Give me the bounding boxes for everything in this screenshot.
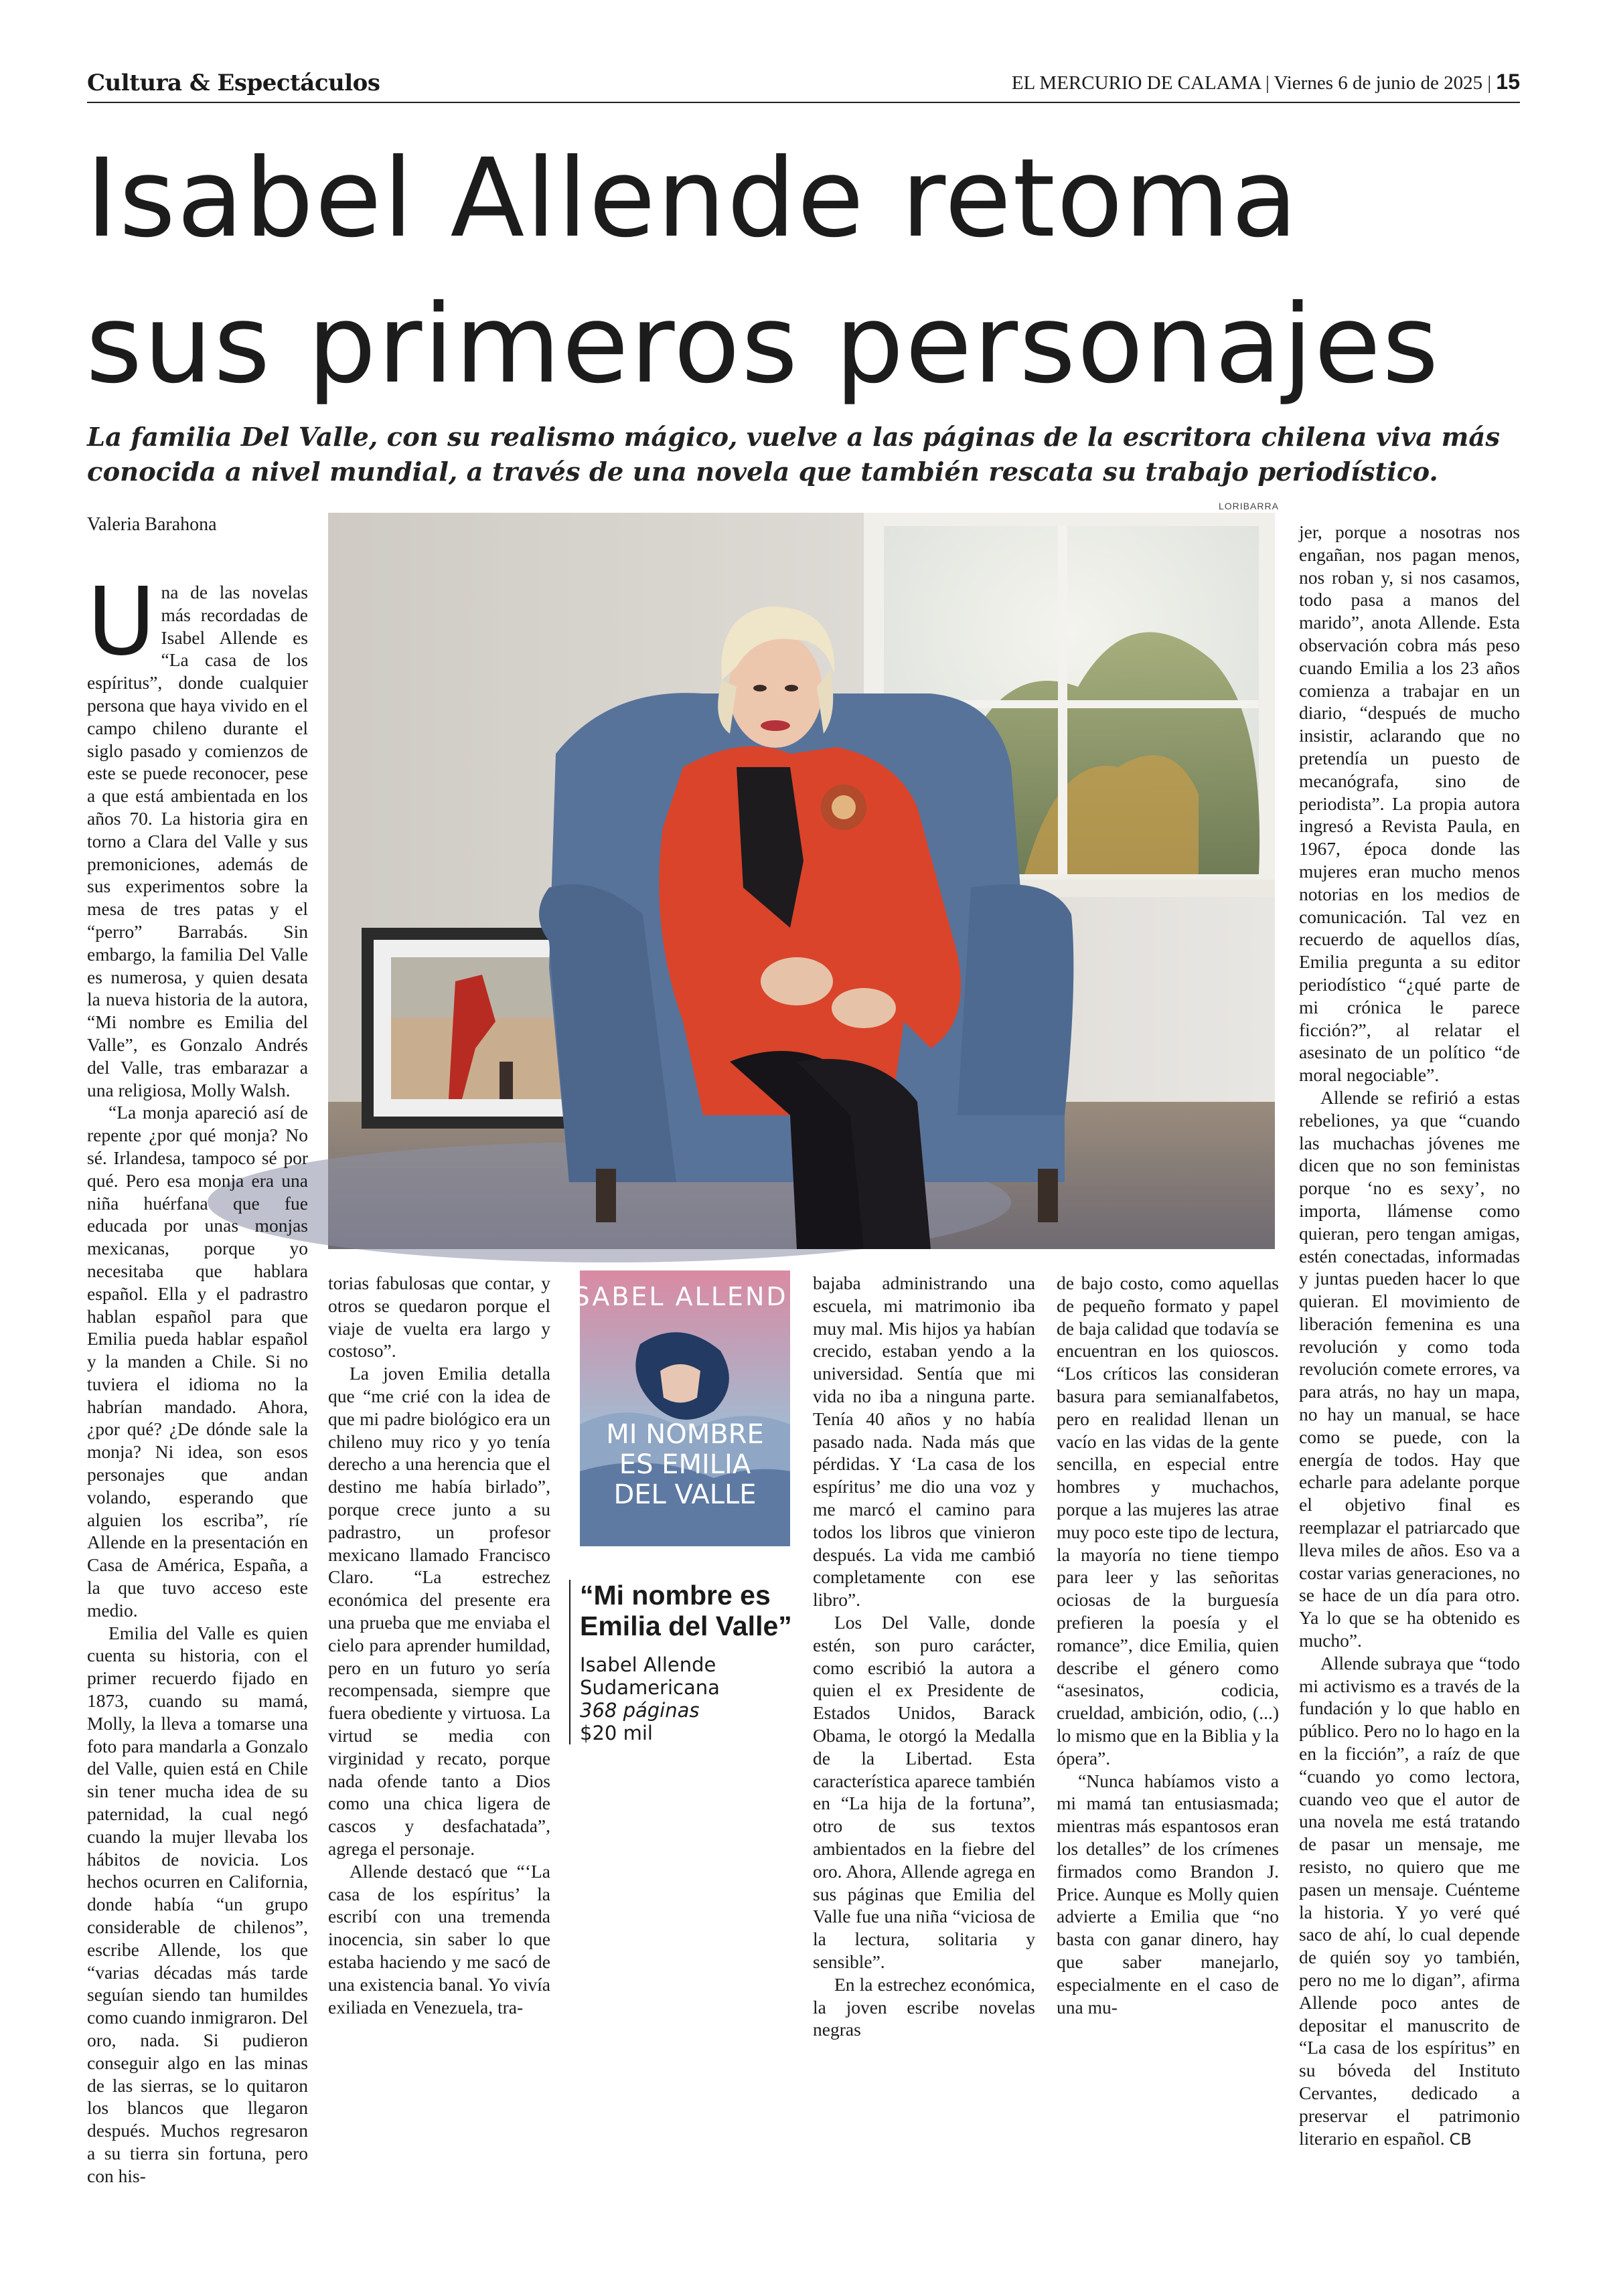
article-paragraph: de bajo costo, como aquellas de pequeño formato y papel de baja calidad que todavía se encuentran en los quioscos. “Los críticos las consideran basura para semianalfabetos, pero en realidad llenan un vacío en las vidas de la gente sencilla, en especial entre hombres y muchachos, porque a las mujeres las atrae muy poco este tipo de lectura, la mayoría no tiene tiempo para leer y las señoritas ociosas de la burguesía prefieren la poesía y el romance”, dice Emilia, quien describe el género como “asesinatos, codicia, crueldad, ambición, odio, (...) lo mismo que en la Biblia y la ópera”. bbox=[1057, 1273, 1279, 1769]
book-author: Isabel Allende bbox=[580, 1653, 716, 1676]
newspaper-name: EL MERCURIO DE CALAMA bbox=[1011, 72, 1261, 94]
headline bbox=[86, 126, 1525, 418]
drop-cap: U bbox=[87, 568, 156, 677]
author-photo bbox=[328, 513, 1275, 1249]
page-number: 15 bbox=[1496, 70, 1520, 94]
article-paragraph: bajaba administrando una escuela, mi matrimonio iba muy mal. Mis hijos ya habían crecido, estaban yendo a la universidad. Sentía que mi vida no iba a ninguna parte. Tenía 40 años y no había pasado nada. Nada más que pérdidas. Y ‘La casa de los espíritus’ me dio una voz y me marcó el camino para todos los libros que vinieron después. La vida me cambió completamente con ese libro”. bbox=[813, 1273, 1035, 1611]
header-rule bbox=[87, 102, 1520, 103]
book-cover-author: ISABEL ALLENDE bbox=[564, 1282, 806, 1311]
article-paragraph: La joven Emilia detalla que “me crié con la idea de que mi padre biológico era un chileno muy rico y yo tenía derecho a una herencia que el destino me había birlado”, porque crece junto a su padrastro, un profesor mexicano llamado Francisco Claro. “La estrechez económica del presente era una prueba que me enviaba el cielo para aprender humildad, pero en un futuro yo sería recompensada, siempre que fuera obediente y virtuosa. La virtud se media con virginidad y recato, porque nada ofende tanto a Dios como una chica ligera de cascos y desfachatada”, agrega el personaje. bbox=[328, 1363, 550, 1859]
article-column-2 bbox=[328, 1272, 550, 2018]
byline: Valeria Barahona bbox=[87, 514, 217, 535]
article-paragraph: torias fabulosas que contar, y otros se quedaron porque el viaje de vuelta era largo y costoso”. bbox=[328, 1273, 550, 1362]
book-cover bbox=[564, 1270, 806, 1546]
article-paragraph: En la estrechez económica, la joven escribe novelas negras bbox=[813, 1973, 1035, 2040]
book-price: $20 mil bbox=[580, 1722, 653, 1744]
article-paragraph: “Nunca habíamos visto a mi mamá tan entusiasmada; mientras más espantosos eran los detalles” de los crímenes firmados como Brandon J. Price. Aunque es Molly quien advierte a Emilia que “no basta con ganar dinero, hay que saber manejarlo, especialmente en el caso de una mu- bbox=[1057, 1770, 1279, 2018]
book-publisher: Sudamericana bbox=[580, 1676, 720, 1699]
article-paragraph: Allende se refirió a estas rebeliones, ya que “cuando las muchachas jóvenes me dicen que no son feministas porque ‘no es sexy’, no importa, llámense como quieran, pero tengan amigas, estén conectadas, informadas y juntas pueden hacer lo que quieran. El movimiento de liberación femenina es una revolución y como toda revolución comete errores, va para atrás, no hay un mapa, no hay un manual, se hace como se puede, con la energía de todos. Hay que echarle para adelante porque el objetivo final es reemplazar el patriarcado que lleva miles de años. Eso va a costar varias generaciones, no se hace de un día para otro. Ya lo que se ha obtenido es mucho”. bbox=[1299, 1086, 1520, 1651]
book-pages: 368 páginas bbox=[580, 1699, 700, 1722]
book-cover-title-2: ES EMILIA bbox=[619, 1449, 751, 1480]
book-details bbox=[580, 1653, 814, 1744]
article-paragraph: “La monja apareció así de repente ¿por qué monja? No sé. Irlandesa, tampoco sé por qué. Pero esa monja era una niña huérfana que fue educada por unas monjas mexicanas, porque yo necesitaba que hablara español. Ella y el padrastro hablan español para que Emilia pueda hablar español y la manden a Chile. Si no tuviera el idioma no la habrían mandado. Ahora, ¿por qué? ¿De dónde sale la monja? Ni idea, son esos personajes que andan volando, esperando que alguien los escriba”, ríe Allende en la presentación en Casa de América, España, a la que tuvo acceso este medio. bbox=[87, 1102, 308, 1621]
photo-credit: LORIBARRA bbox=[1219, 501, 1279, 511]
book-cover-title-1: MI NOMBRE bbox=[606, 1419, 764, 1450]
book-cover-title-3: DEL VALLE bbox=[613, 1479, 757, 1510]
article-column-3 bbox=[813, 1272, 1035, 2041]
section-title: Cultura & Espectáculos bbox=[87, 70, 380, 96]
article-paragraph: Allende subraya que “todo mi activismo es a través de la fundación y lo que hablo en público. Pero no lo hago en la en la ficción”, a raíz de que “cuando yo como lectora, cuando veo que el autor de una novela me está tratando de pasar un mensaje, me resisto, no quiero que me pasen un mensaje. Cuénteme la historia. Y yo veré qué saco de ahí, lo cual depende de quién soy yo también, pero no me lo digan”, afirma Allende poco antes de depositar el manuscrito de “La casa de los espíritus” en su bóveda del Instituto Cervantes, dedicado a preservar el patrimonio literario en español. CB bbox=[1299, 1652, 1520, 2149]
end-mark: CB bbox=[1449, 2129, 1472, 2149]
article-column-1 bbox=[87, 568, 308, 2188]
book-title: “Mi nombre es Emilia del Valle” bbox=[580, 1580, 792, 1641]
issue-date: Viernes 6 de junio de 2025 bbox=[1274, 72, 1483, 94]
article-paragraph: Los Del Valle, donde estén, son puro carácter, como escribió la autora a quien el ex Presidente de Estados Unidos, Barack Obama, le otorgó la Medalla de la Libertad. Esta característica aparece también en “La hija de la fortuna”, otro de sus textos ambientados en la fiebre del oro. Ahora, Allende agrega en sus páginas que Emilia del Valle fue una niña “viciosa de la lectura, solitaria y sensible”. bbox=[813, 1611, 1035, 1972]
article-paragraph: Emilia del Valle es quien cuenta su historia, con el primer recuerdo fijado en 1873, cuando su mamá, Molly, la lleva a tomarse una foto para mandarla a Gonzalo del Valle, quien está en Chile sin tener mucha idea de su paternidad, la cual negó cuando la mujer llevaba los hábitos de novicia. Los hechos ocurren en California, donde había “un grupo considerable de chilenos”, escribe Allende, los que “varias décadas más tarde seguían siendo tan humildes como cuando inmigraron. Del oro, nada. Si pudieron conseguir algo en las minas de las sierras, se lo quitaron los blancos que llegaron después. Muchos regresaron a su tierra sin fortuna, pero con his- bbox=[87, 1622, 308, 2186]
article-paragraph: jer, porque a nosotras nos engañan, nos pagan menos, nos roban y, si nos casamos, todo pasa a manos del marido”, anota Allende. Esta observación cobra más peso cuando Emilia a los 23 años comienza a trabajar en un diario, “después de mucho insistir, aclarando que no pretendía un puesto de mecanógrafa, sino de periodista”. La propia autora ingresó a Revista Paula, en 1967, época donde las mujeres eran mucho menos notorias en los medios de comunicación. Tal vez en recuerdo de aquellos días, Emilia pregunta a su editor periodístico “¿qué parte de mi crónica le parece ficción?”, al relatar el asesinato de un político “de moral negociable”. bbox=[1299, 521, 1520, 1086]
article-paragraph: Allende destacó que “‘La casa de los espíritus’ la escribí con una tremenda inocencia, sin saber lo que estaba haciendo y me sacó de una existencia banal. Yo vivía exiliada en Venezuela, tra- bbox=[328, 1860, 550, 2018]
article-column-4 bbox=[1057, 1272, 1279, 2018]
headline-line-2: sus primeros personajes bbox=[86, 282, 1440, 408]
masthead: EL MERCURIO DE CALAMA | Viernes 6 de junio de 2025 | 15 bbox=[1011, 70, 1520, 94]
book-info-box bbox=[569, 1580, 814, 1744]
article-column-5 bbox=[1299, 521, 1520, 2151]
deck: La familia Del Valle, con su realismo mágico, vuelve a las páginas de la escritora chilena viva más conocida a nivel mundial, a través de una novela que también rescata su trabajo periodístico. bbox=[87, 422, 1501, 487]
headline-line-1: Isabel Allende retoma bbox=[86, 136, 1300, 262]
article-paragraph: Una de las novelas más recordadas de Isabel Allende es “La casa de los espíritus”, donde cualquier persona que haya vivido en el campo chileno durante el siglo pasado y comienzos de este se puede reconocer, pese a que está ambientada en los años 70. La historia gira en torno a Clara del Valle y sus premoniciones, además de sus experimentos sobre la mesa de tres patas y el “perro” Barrabás. Sin embargo, la familia Del Valle es numerosa, y quien desata la nueva historia de la autora, “Mi nombre es Emilia del Valle”, es Gonzalo Andrés del Valle, tras embarazar a una religiosa, Molly Walsh. bbox=[87, 568, 308, 1100]
